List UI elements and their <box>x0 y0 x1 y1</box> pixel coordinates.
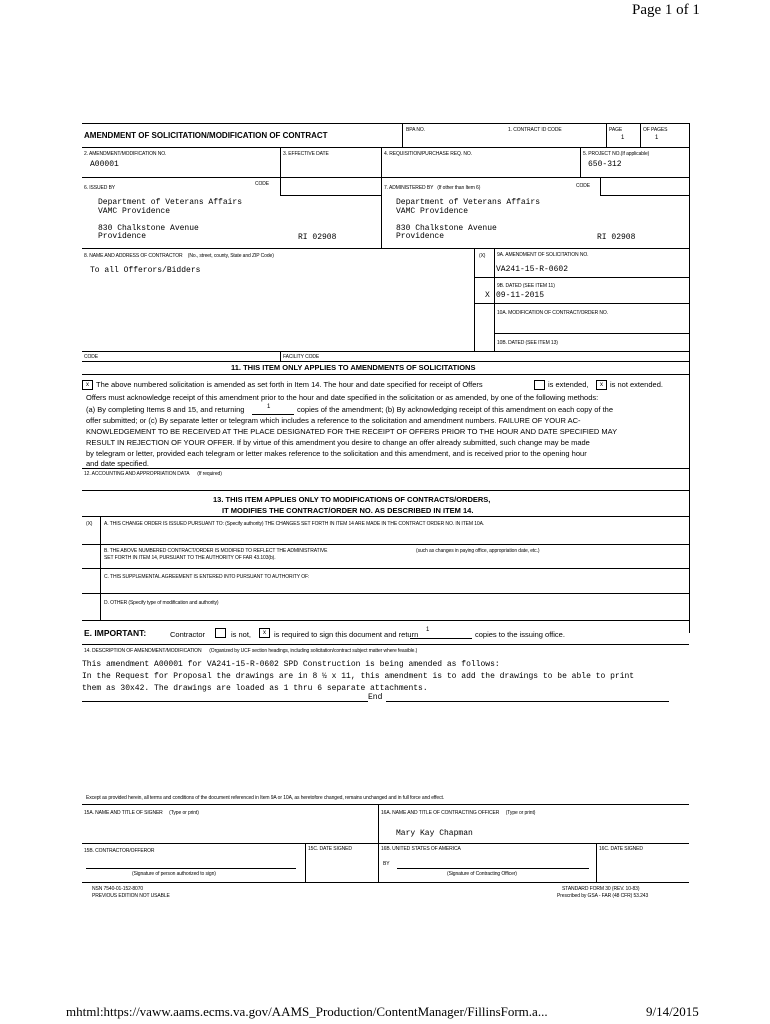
officer-date-signed-label: 16C. DATE SIGNED <box>599 846 643 852</box>
section-13-b-note: (such as changes in paying office, appropriation date, etc.) <box>416 548 540 554</box>
section-13-c-text: C. THIS SUPPLEMENTAL AGREEMENT IS ENTERED INTO PURSUANT TO AUTHORITY OF: <box>104 574 310 580</box>
item-9a-value: VA241-15-R-0602 <box>496 265 569 274</box>
section-11-line-3a: (a) By completing Items 8 and 15, and returning <box>86 405 245 414</box>
item-10b-label: 10B. DATED (SEE ITEM 13) <box>497 340 558 346</box>
amendment-no-value: A00001 <box>90 160 119 169</box>
item-9b-label: 9B. DATED (SEE ITEM 11) <box>497 283 555 289</box>
contractor-offeror-label: 15B. CONTRACTOR/OFFEROR <box>84 848 155 854</box>
item-9b-mark: X <box>485 291 490 300</box>
nsn-label: NSN 7540-01-152-8070 <box>92 886 144 892</box>
by-label: BY <box>383 861 390 867</box>
effective-date-label: 3. EFFECTIVE DATE <box>283 151 329 157</box>
is-not-required-checkbox[interactable] <box>215 628 226 638</box>
item-9b-value: 09-11-2015 <box>496 291 545 300</box>
section-13-d-text: D. OTHER (Specify type of modification and authority) <box>104 600 219 606</box>
section-11-line-8: and date specified. <box>86 459 149 468</box>
section-11-heading: 11. THIS ITEM ONLY APPLIES TO AMENDMENTS OF SOLICITATIONS <box>231 363 476 372</box>
page-label: PAGE <box>609 127 623 133</box>
project-no-value: 650-312 <box>588 160 622 169</box>
is-required-text: is required to sign this document and return <box>274 630 419 639</box>
contractor-code-label: CODE <box>84 354 99 360</box>
contractor-signature-caption: (Signature of person authorized to sign) <box>132 871 216 877</box>
footer-date: 9/14/2015 <box>646 1004 699 1019</box>
contract-id-label: 1. CONTRACT ID CODE <box>508 127 562 133</box>
item-14-description: This amendment A00001 for VA241-15-R-0602 SPD Construction is being amended as follows: In the Request for Proposal the drawings are in 8 ½ x 11, this amendment is to add the drawings to be able to print them as 30x42. The drawings are loaded as 1 thru 6 separate attachments. <box>82 660 635 693</box>
is-required-checkbox[interactable]: x <box>259 628 270 638</box>
project-no-label: 5. PROJECT NO.(If applicable) <box>583 151 650 157</box>
signer-label: 15A. NAME AND TITLE OF SIGNER (Type or print) <box>84 810 199 816</box>
section-11-copies-value[interactable]: 1 <box>267 404 271 410</box>
section-11-line-4: offer submitted; or (c) By separate letter or telegram which includes a reference to the solicitation and amendment numbers. FAILURE OF YOUR AC- <box>86 416 581 425</box>
previous-edition-label: PREVIOUS EDITION NOT USABLE <box>92 893 170 899</box>
important-copies-value[interactable]: 1 <box>426 627 430 633</box>
section-11-line-1: The above numbered solicitation is amended as set forth in Item 14. The hour and date specified for receipt of Offers <box>96 380 483 389</box>
form-title: AMENDMENT OF SOLICITATION/MODIFICATION OF CONTRACT <box>84 131 328 140</box>
issued-by-address: Department of Veterans Affairs VAMC Providence 830 Chalkstone Avenue Providence <box>98 198 243 242</box>
section-11-line-5: KNOWLEDGEMENT TO BE RECEIVED AT THE PLACE DESIGNATED FOR THE RECEIPT OF OFFERS PRIOR TO THE HOUR AND DATE SPECIFIED MAY <box>86 427 618 436</box>
issued-code-label: CODE <box>255 181 270 187</box>
facility-code-label: FACILITY CODE <box>283 354 320 360</box>
contractor-label: 8. NAME AND ADDRESS OF CONTRACTOR (No., street, county, State and ZIP Code) <box>84 253 274 259</box>
of-pages-value: 1 <box>655 135 659 141</box>
requisition-label: 4. REQUISITION/PURCHASE REQ. NO. <box>384 151 472 157</box>
section-11-line-3b: copies of the amendment; (b) By acknowledging receipt of this amendment on each copy of the <box>297 405 614 414</box>
section-13-heading-2: IT MODIFIES THE CONTRACT/ORDER NO. AS DESCRIBED IN ITEM 14. <box>222 506 474 515</box>
is-not-extended-checkbox[interactable]: x <box>596 380 607 390</box>
item-14-end: End <box>368 693 383 702</box>
section-11-line-2: Offers must acknowledge receipt of this amendment prior to the hour and date specified in the solicitation or as amended, by one of the following methods: <box>86 393 599 402</box>
bpa-label: BPA NO. <box>406 127 425 133</box>
contractor-date-signed-label: 15C. DATE SIGNED <box>308 846 352 852</box>
officer-label: 16A. NAME AND TITLE OF CONTRACTING OFFICER (Type or print) <box>381 810 536 816</box>
prescribed-by-label: Prescribed by GSA - FAR (48 CFR) 53.243 <box>557 893 649 899</box>
officer-signature-caption: (Signature of Contracting Officer) <box>447 871 517 877</box>
important-contractor: Contractor <box>170 630 206 639</box>
administered-by-label: 7. ADMINISTERED BY (If other than Item 6) <box>384 185 481 191</box>
administered-by-zip: RI 02908 <box>597 233 636 242</box>
officer-name: Mary Kay Chapman <box>396 829 473 838</box>
important-label: E. IMPORTANT: <box>84 628 147 638</box>
page-value: 1 <box>621 135 625 141</box>
section-13-b-text-2: SET FORTH IN ITEM 14, PURSUANT TO THE AUTHORITY OF FAR 43.103(b). <box>104 555 276 561</box>
copies-to-issuing-office: copies to the issuing office. <box>475 630 565 639</box>
page-number-label: Page 1 of 1 <box>632 2 700 18</box>
item-12-label: 12. ACCOUNTING AND APPROPRIATION DATA (If required) <box>84 471 222 477</box>
is-extended-label: is extended, <box>548 380 589 389</box>
section-13-x-label: (X) <box>86 521 93 527</box>
issued-by-label: 6. ISSUED BY <box>84 185 116 191</box>
issued-by-zip: RI 02908 <box>298 233 337 242</box>
section-13-b-text-1: B. THE ABOVE NUMBERED CONTRACT/ORDER IS MODIFIED TO REFLECT THE ADMINISTRATIVE <box>104 548 328 554</box>
except-text: Except as provided herein, all terms and conditions of the document referenced in Item 9A or 10A, as heretofore changed, remains unchanged and in full force and effect. <box>86 795 445 801</box>
amendment-no-label: 2. AMENDMENT/MODIFICATION NO. <box>84 151 167 157</box>
item-10a-label: 10A. MODIFICATION OF CONTRACT/ORDER NO. <box>497 310 609 316</box>
standard-form-label: STANDARD FORM 30 (REV. 10-83) <box>562 886 640 892</box>
administered-by-address: Department of Veterans Affairs VAMC Providence 830 Chalkstone Avenue Providence <box>396 198 541 242</box>
section-11-line-6: RESULT IN REJECTION OF YOUR OFFER. If by virtue of this amendment you desire to change an offer already submitted, such change may be made <box>86 438 590 447</box>
admin-code-label: CODE <box>576 183 591 189</box>
usa-label: 16B. UNITED STATES OF AMERICA <box>381 846 461 852</box>
section-13-a-text: A. THIS CHANGE ORDER IS ISSUED PURSUANT TO: (Specify authority) THE CHANGES SET FORTH IN ITEM 14 ARE MADE IN THE CONTRACT ORDER NO. IN ITEM 10A. <box>104 521 485 527</box>
is-not-label: is not, <box>231 630 252 639</box>
section-11-line-7: by telegram or letter, provided each telegram or letter makes reference to the solicitation and this amendment, and is received prior to the opening hour <box>86 449 587 458</box>
section-13-heading-1: 13. THIS ITEM APPLIES ONLY TO MODIFICATIONS OF CONTRACTS/ORDERS, <box>213 495 491 504</box>
item-14-label: 14. DESCRIPTION OF AMENDMENT/MODIFICATION (Organized by UCF section headings, including solicitation/contract subject matter where feasible.) <box>84 648 418 654</box>
item-9a-label: 9A. AMENDMENT OF SOLICITATION NO. <box>497 252 589 258</box>
is-extended-checkbox[interactable] <box>534 380 545 390</box>
solicitation-amended-checkbox[interactable]: x <box>82 380 93 390</box>
is-not-extended-label: is not extended. <box>610 380 663 389</box>
footer-url: mhtml:https://vaww.aams.ecms.va.gov/AAMS_Production/ContentManager/FillinsForm.a... <box>66 1004 548 1019</box>
x-column-label: (X) <box>479 253 486 259</box>
of-pages-label: OF PAGES <box>643 127 668 133</box>
contractor-value: To all Offerors/Bidders <box>90 266 201 275</box>
